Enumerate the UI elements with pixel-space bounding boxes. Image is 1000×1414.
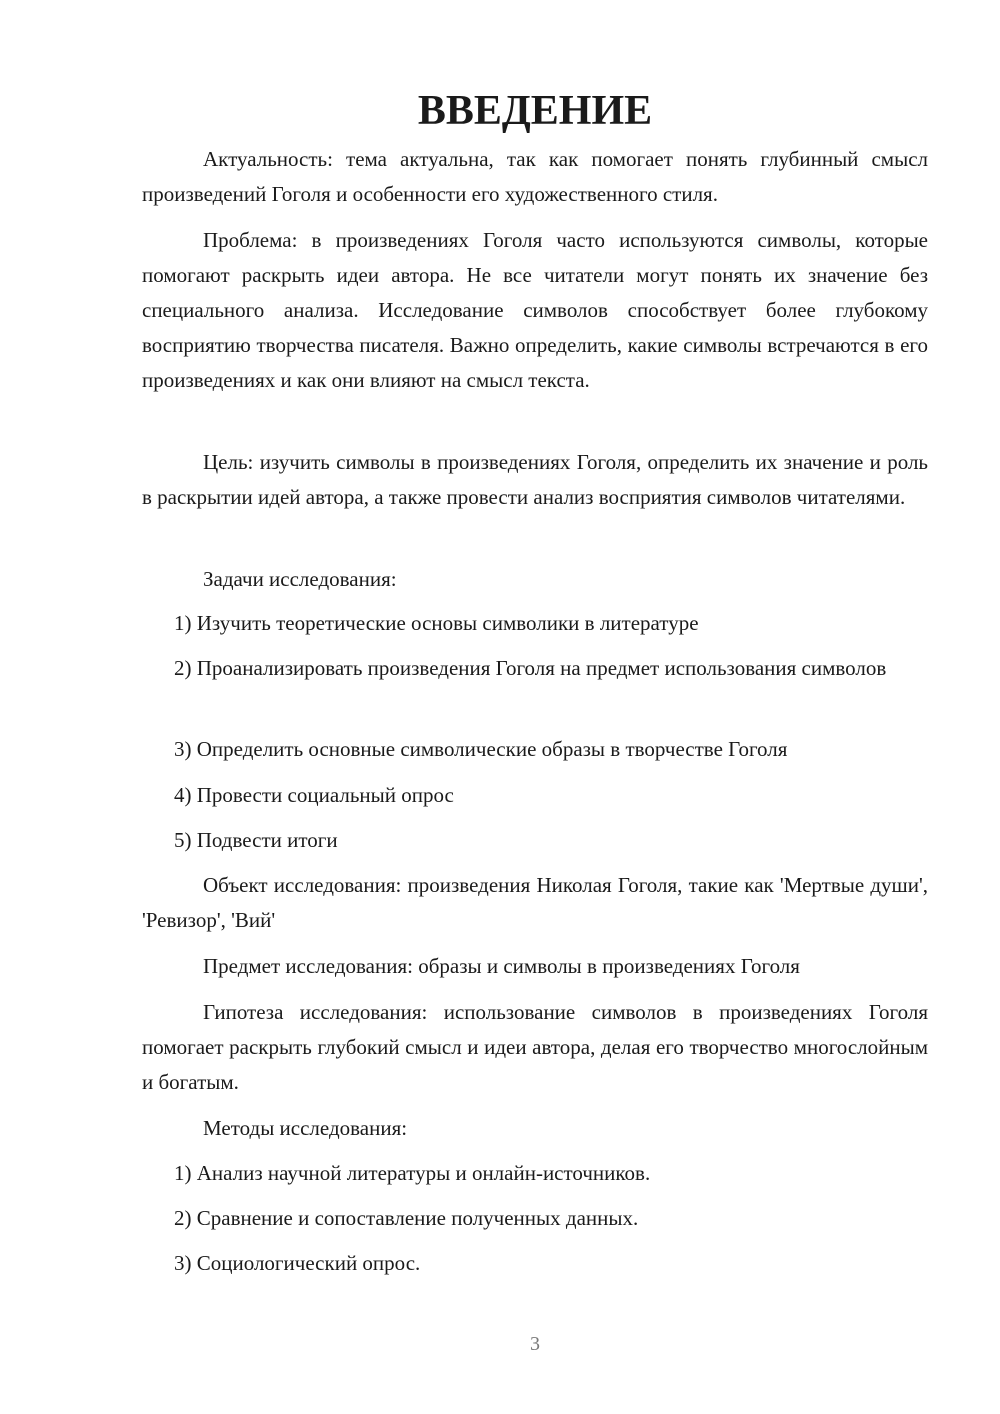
task-item-2: 2) Проанализировать произведения Гоголя на предмет использования символов [174,656,887,680]
object-paragraph: Объект исследования: произведения Николая Гоголя, такие как 'Мертвые души', 'Ревизор', 'Вий' [142,873,928,932]
relevance-paragraph: Актуальность: тема актуальна, так как помогает понять глубинный смысл произведений Гоголя и особенности его художественного стиля. [142,147,928,206]
task-item-1: 1) Изучить теоретические основы символики в литературе [174,611,699,635]
goal-paragraph: Цель: изучить символы в произведениях Гоголя, определить их значение и роль в раскрытии идей автора, а также провести анализ восприятия символов читателями. [142,450,928,509]
task-item-4: 4) Провести социальный опрос [174,783,454,807]
task-item-3: 3) Определить основные символические образы в творчестве Гоголя [174,737,788,761]
method-item-2: 2) Сравнение и сопоставление полученных данных. [174,1206,639,1230]
task-item-5: 5) Подвести итоги [174,828,338,852]
method-item-1: 1) Анализ научной литературы и онлайн-источников. [174,1161,651,1185]
tasks-heading: Задачи исследования: [203,567,397,591]
section-heading: ВВЕДЕНИЕ [417,88,653,134]
problem-paragraph: Проблема: в произведениях Гоголя часто используются символы, которые помогают раскрыть идеи автора. Не все читатели могут понять их значение без специального анализа. Исследование символов способствует более глубокому восприятию творчества писателя. Важно определить, какие символы встречаются в его произведениях и как они влияют на смысл текста. [142,228,928,392]
method-item-3: 3) Социологический опрос. [174,1251,421,1275]
methods-heading: Методы исследования: [203,1116,408,1140]
page-number: 3 [530,1333,540,1355]
subject-paragraph: Предмет исследования: образы и символы в произведениях Гоголя [203,954,800,978]
hypothesis-paragraph: Гипотеза исследования: использование символов в произведениях Гоголя помогает раскрыть глубокий смысл и идеи автора, делая его творчество многослойным и богатым. [142,1000,928,1094]
